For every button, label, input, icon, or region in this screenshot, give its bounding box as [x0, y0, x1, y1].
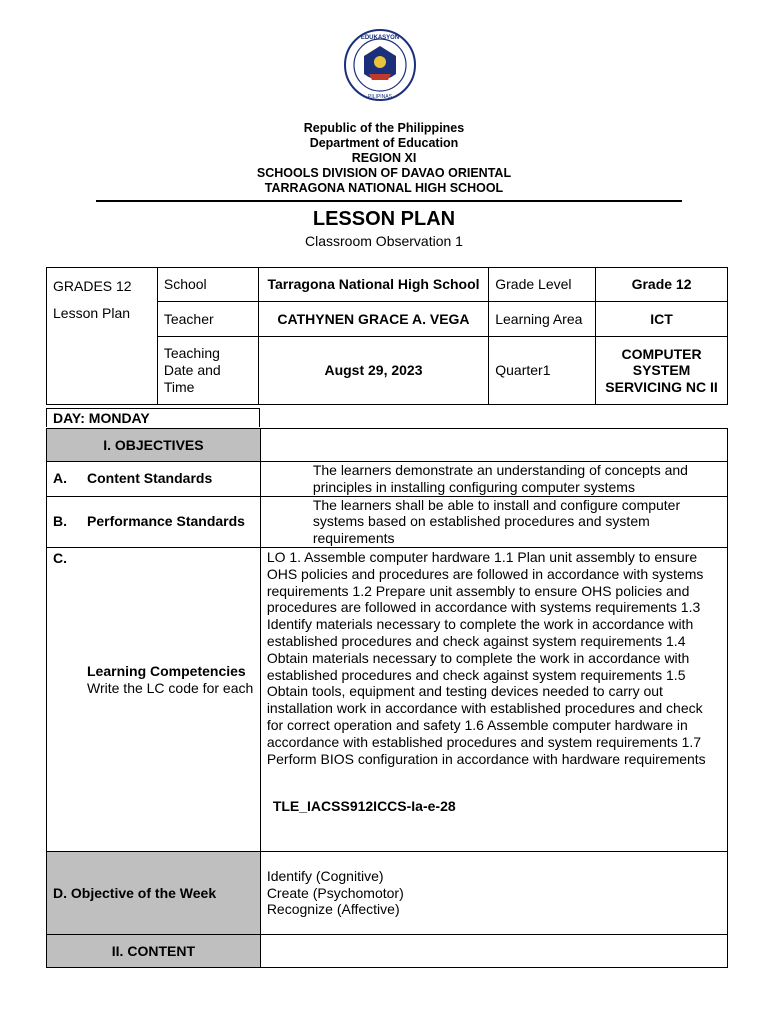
objective-week-cell [260, 851, 727, 934]
learning-competencies-label [47, 547, 261, 851]
document-subtitle: Classroom Observation 1 [305, 233, 463, 249]
school-label: School [157, 268, 258, 302]
header-divider [96, 200, 682, 202]
day-label: DAY: MONDAY [46, 408, 260, 427]
info-table [46, 267, 728, 405]
learning-competencies-text: LO 1. Assemble computer hardware 1.1 Plan unit assembly to ensure OHS policies and procedures are followed in accordance with systems requirements 1.2 Prepare unit assembly to ensure OHS policies and procedures are followed in accordance with systems requirements 1.3 Identify materials necessary to complete the work in accordance with established procedures and check against system requirements 1.4 Obtain materials necessary to complete the work in accordance with established procedures and check against system requirements 1.5 Obtain tools, equipment and testing devices needed to carry out installation work in accordance with established procedures and check for correct operation and safety 1.6 Assemble computer hardware in accordance with established procedures and system requirements 1.7 Perform BIOS configuration in accordance with hardware requirements [266, 548, 706, 767]
item-letter: B. [53, 513, 67, 530]
performance-standards-text: The learners shall be able to install and configure computer systems based on established procedures and system requirements [260, 496, 727, 547]
item-label: Performance Standards [87, 513, 245, 530]
grade-level-value: Grade 12 [596, 268, 728, 302]
school-value: Tarragona National High School [258, 268, 489, 302]
item-sublabel: Write the LC code for each [87, 679, 254, 696]
objective-line: Identify (Cognitive) [266, 867, 384, 884]
objective-line: Recognize (Affective) [266, 901, 400, 918]
learning-area-label: Learning Area [489, 302, 596, 337]
svg-text:PILIPINAS: PILIPINAS [368, 94, 392, 100]
objectives-heading: I. OBJECTIVES [47, 429, 261, 462]
objective-week-label: D. Objective of the Week [47, 851, 261, 934]
lesson-plan-table [46, 428, 728, 968]
date-label: Teaching Date and Time [157, 337, 258, 405]
quarter-value: COMPUTER SYSTEM SERVICING NC II [596, 337, 728, 405]
learning-competencies-cell [260, 547, 727, 851]
teacher-label: Teacher [157, 302, 258, 337]
item-letter: C. [53, 549, 67, 566]
grades-label: GRADES 12 [53, 278, 132, 294]
deped-seal-logo [343, 28, 417, 102]
content-standards-text: The learners demonstrate an understanding of concepts and principles in installing configuring computer systems [260, 462, 727, 497]
performance-standards-label [47, 496, 261, 547]
content-standards-label [47, 462, 261, 497]
item-label: Content Standards [87, 470, 213, 487]
header-line: TARRAGONA NATIONAL HIGH SCHOOL [264, 181, 504, 195]
header-line: REGION XI [351, 151, 417, 165]
header-line: Department of Education [309, 136, 459, 150]
item-letter: A. [53, 470, 67, 487]
grade-level-label: Grade Level [489, 268, 596, 302]
letterhead [0, 121, 768, 196]
lc-code: TLE_IACSS912ICCS-Ia-e-28 [272, 798, 456, 815]
lesson-plan-label: Lesson Plan [53, 305, 131, 321]
item-label: Learning Competencies [87, 662, 246, 679]
learning-area-value: ICT [596, 302, 728, 337]
document-title: LESSON PLAN [312, 208, 456, 230]
quarter-label: Quarter1 [489, 337, 596, 405]
objective-line: Create (Psychomotor) [266, 884, 404, 901]
teacher-value: CATHYNEN GRACE A. VEGA [258, 302, 489, 337]
objectives-blank [260, 429, 727, 462]
content-blank [260, 934, 727, 967]
svg-text:EDUKASYON: EDUKASYON [360, 35, 400, 41]
header-line: Republic of the Philippines [303, 121, 465, 135]
date-value: Augst 29, 2023 [258, 337, 489, 405]
grades-cell [47, 268, 158, 405]
header-line: SCHOOLS DIVISION OF DAVAO ORIENTAL [256, 166, 512, 180]
content-heading: II. CONTENT [47, 934, 261, 967]
